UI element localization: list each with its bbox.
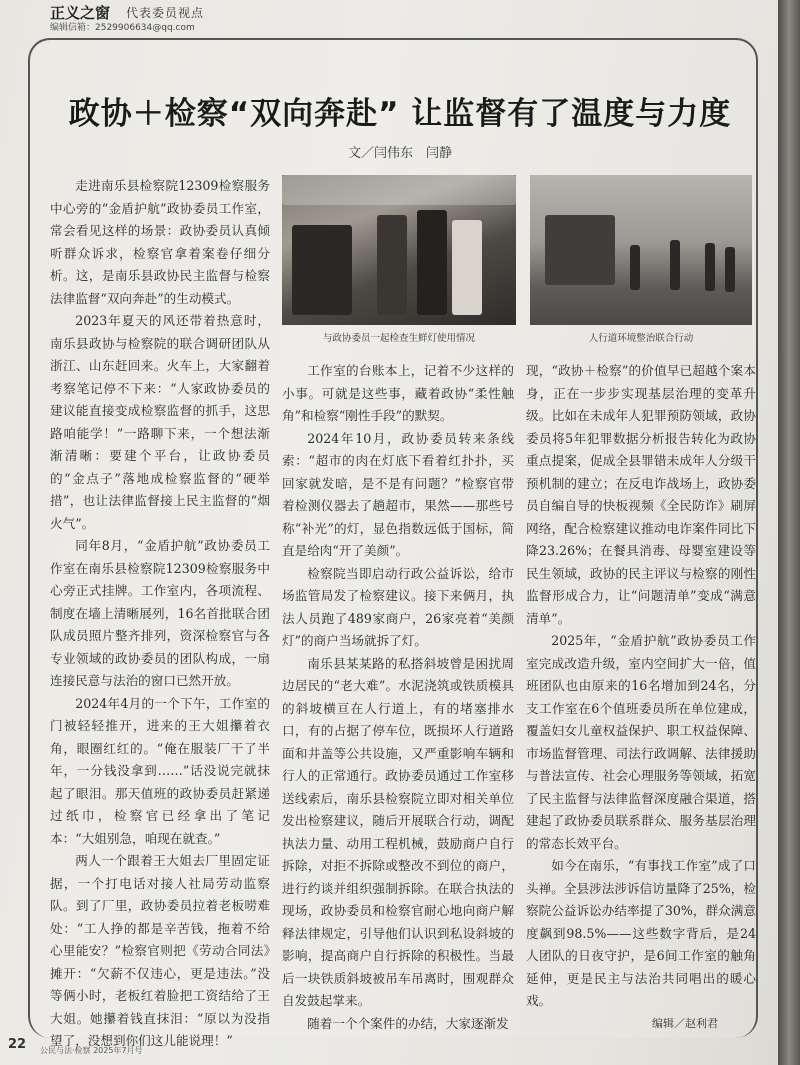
paragraph: 现，“政协＋检察”的价值早已超越个案本身，正在一步步实现基层治理的变革升级。比如在未成年人犯罪预防领域，政协委员将5年犯罪数据分析报告转化为政协重点提案，促成全县罪错未成年人分级干预机制的建立；在反电诈战场上，政协委员自编自导的快板视频《全民防诈》刷屏网络，配合检察建议推动电诈案件同比下降23.26%；在餐具消毒、母婴室建设等民生领域，政协的民主评议与检察的刚性监督形成合力，让“问题清单”变成“满意清单”。 xyxy=(526,363,756,626)
magazine-footer: 公民与法·检察 2025年7月号 xyxy=(40,1046,143,1055)
book-spine xyxy=(778,0,800,1065)
editor-email: 编辑信箱：2529906634@qq.com xyxy=(50,23,195,33)
paragraph: 随着一个个案件的办结，大家逐渐发 xyxy=(307,1015,509,1031)
paragraph: 走进南乐县检察院12309检察服务中心旁的“金盾护航”政协委员工作室，常会看见这样的场景：政协委员认真倾听群众诉求，检察官拿着案卷仔细分析。这，是南乐县政协民主监督与检察法律监督“双向奔赴”的生动模式。 xyxy=(50,178,270,306)
column-tagline: 代表委员视点 xyxy=(126,6,205,20)
article-column-2 xyxy=(282,360,514,1035)
column-header xyxy=(50,0,570,36)
paragraph: 同年8月，“金盾护航”政协委员工作室在南乐县检察院12309检察服务中心旁正式挂牌。工作室内，各项流程、制度在墙上清晰展列，16名首批联合团队成员照片整齐排列，资深检察官与各专业领域的政协委员的团队构成，一扇连接民意与法治的窗口已然开放。 xyxy=(50,538,270,688)
paragraph: 2023年夏天的风还带着热意时，南乐县政协与检察院的联合调研团队从浙江、山东赶回来。火车上，大家翻着考察笔记停不下来：“人家政协委员的建议能直接变成检察监督的抓手，这思路咱能学！”一路聊下来，一个想法渐渐清晰：要建个平台，让政协委员的“金点子”落地成检察监督的“硬举措”，也让法律监督接上民主监督的“烟火气”。 xyxy=(50,313,270,531)
photo-caption: 与政协委员一起检查生鲜灯使用情况 xyxy=(322,333,475,344)
paragraph: 2024年4月的一个下午，工作室的门被轻轻推开，进来的王大姐攥着衣角，眼圈红红的。“俺在服装厂干了半年，一分钱没拿到……”话没说完就抹起了眼泪。那天值班的政协委员赶紧递过纸巾，检察官已经拿出了笔记本：“大姐别急，咱现在就查。” xyxy=(50,695,270,846)
paragraph: 检察院当即启动行政公益诉讼，给市场监管局发了检察建议。接下来俩月，执法人员跑了489家商户，26家亮着“美颜灯”的商户当场就拆了灯。 xyxy=(282,565,514,648)
article-title: 政协＋检察“双向奔赴” 让监督有了温度与力度 xyxy=(68,96,732,132)
paragraph: 如今在南乐，“有事找工作室”成了口头禅。全县涉法涉诉信访量降了25%，检察院公益诉讼办结率提了30%，群众满意度飙到98.5%——这些数字背后，是24人团队的日夜守护，是6间工作室的触角延伸，更是民主与法治共同唱出的暖心戏。 xyxy=(526,858,756,1008)
paragraph: 工作室的台账本上，记着不少这样的小事。可就是这些事，藏着政协“柔性触角”和检察“刚性手段”的默契。 xyxy=(282,363,514,423)
photo-caption: 人行道环境整治联合行动 xyxy=(588,333,694,344)
page-number: 22 xyxy=(8,1037,27,1052)
article-column-3 xyxy=(526,360,756,1013)
paragraph: 南乐县某某路的私搭斜坡曾是困扰周边居民的“老大难”。水泥浇筑或铁质模具的斜坡横亘在人行道上，有的堵塞排水口，有的占据了停车位，既损坏人行道路面和井盖等公共设施，又严重影响车辆和行人的正常通行。政协委员通过工作室移送线索后，南乐县检察院立即对相关单位发出检察建议，随后开展联合行动，调配执法力量、动用工程机械，鼓励商户自行拆除，对拒不拆除或整改不到位的商户，进行约谈并组织强制拆除。在联合执法的现场，政协委员和检察官耐心地向商户解释法律规定，引导他们认识到私设斜坡的影响，提高商户自行拆除的积极性。当最后一块铁质斜坡被吊车吊离时，围观群众自发鼓起掌来。 xyxy=(282,655,514,1008)
paragraph: 2025年，“金盾护航”政协委员工作室完成改造升级，室内空间扩大一倍，值班团队也由原来的16名增加到24名，分支工作室在6个值班委员所在单位建成，覆盖妇女儿童权益保护、职工权益保障、市场监督管理、司法行政调解、法律援助与普法宣传、社会心理服务等领域，拓宽了民主监督与法律监督深度融合渠道，搭建起了政协委员联系群众、服务基层治理的常态长效平台。 xyxy=(526,633,756,851)
photo-fresh-food-light-inspection xyxy=(282,175,516,325)
photo-sidewalk-remediation xyxy=(530,175,752,325)
article-byline: 文／闫伟东 闫静 xyxy=(347,146,452,161)
column-name: 正义之窗 xyxy=(50,4,111,22)
paragraph: 两人一个跟着王大姐去厂里固定证据，一个打电话对接人社局劳动监察队。到了厂里，政协委员拉着老板唠难处：“工人挣的都是辛苦钱，拖着不给心里能安？”检察官则把《劳动合同法》摊开：“欠薪不仅违心，更是违法。”没等俩小时，老板红着脸把工资结给了王大姐。她攥着钱直抹泪：“原以为没指望了，没想到你们这儿能说理！” xyxy=(50,853,270,1048)
paragraph: 2024年10月，政协委员转来条线索：“超市的肉在灯底下看着红扑扑，买回家就发暗，是不是有问题？”检察官带着检测仪器去了趟超市，果然——那些号称“补光”的灯，显色指数远低于国标，简直是给肉“开了美颜”。 xyxy=(282,430,514,558)
editor-credit: 编辑／赵利君 xyxy=(652,1017,718,1030)
article-column-1 xyxy=(50,175,270,1053)
